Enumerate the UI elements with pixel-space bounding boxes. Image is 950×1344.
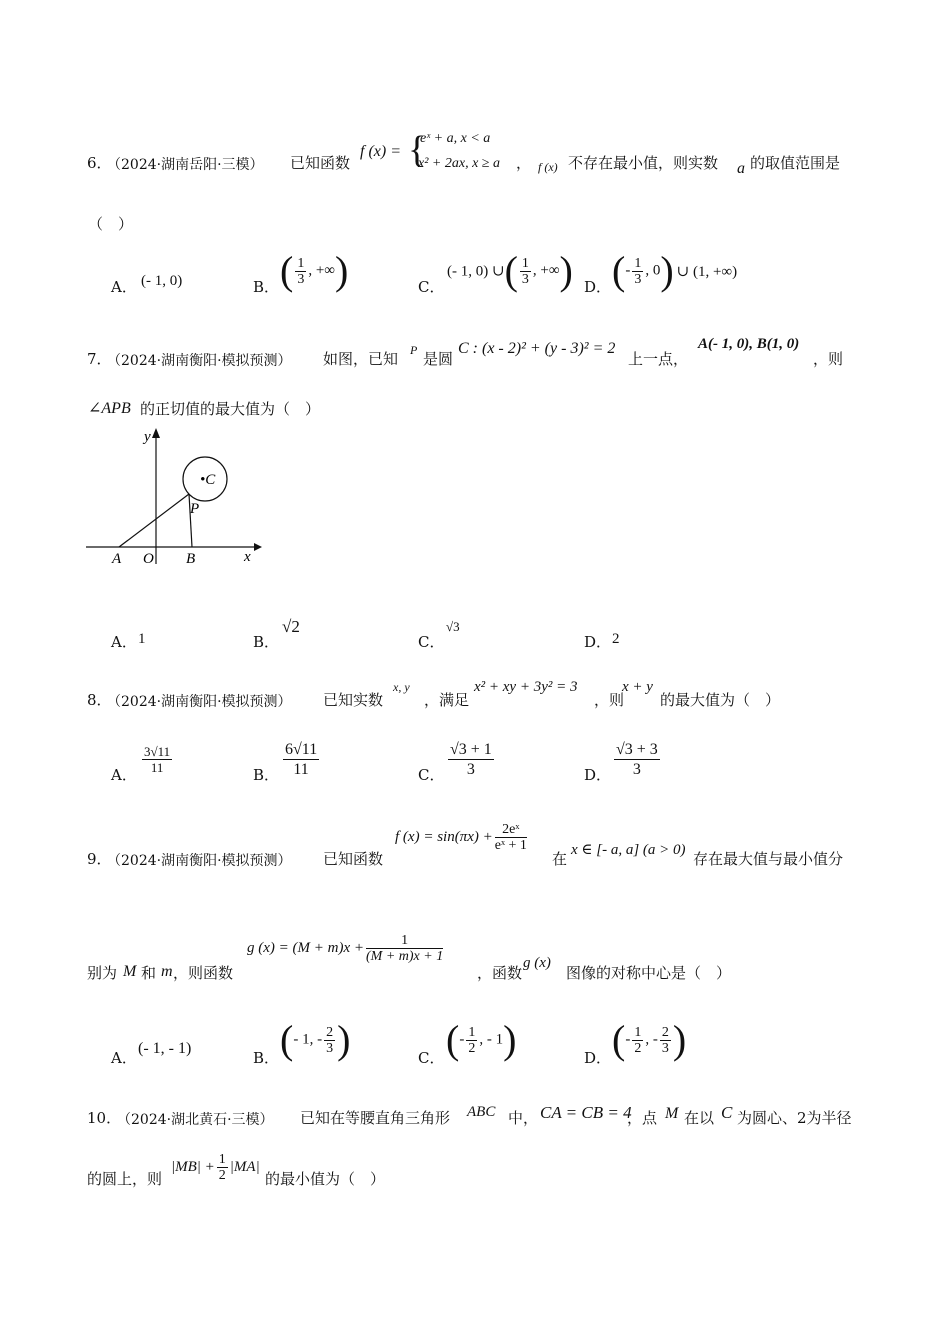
q9-option-d-lparen: ( [612, 1017, 626, 1062]
q10-expr-fraction [217, 1152, 228, 1183]
q10-number: 10． [87, 1109, 122, 1127]
q9-g2: g (x) [523, 955, 551, 971]
q9-g-num: 1 [366, 933, 443, 949]
q9-option-b-label: B． [253, 1049, 280, 1067]
q8-option-d-num: √3 + 3 [616, 741, 658, 758]
q9-option-d-fraction-2 [660, 1025, 671, 1056]
q10-text-e: 为圆心、2为半径 [737, 1109, 852, 1127]
q9-domain: x ∈ [- a, a] (a > 0) [571, 842, 686, 858]
q7-text-d: ，则 [813, 350, 844, 368]
q9-option-c-den: 2 [468, 1040, 476, 1056]
q7-label-a: A [112, 551, 122, 567]
q7-text-e: 的正切值的最大值为（ ） [140, 400, 321, 418]
q8-option-b-num: 6√11 [285, 741, 318, 758]
q6-option-b-tail: , +∞ [308, 262, 335, 279]
q7-text-c: 上一点， [628, 350, 689, 368]
q9-option-d-num: 1 [634, 1024, 642, 1040]
q10-text-f: 的圆上，则 [87, 1170, 163, 1188]
q9-text-c: 存在最大值与最小值分 [693, 850, 844, 868]
q8-text-d: 的最大值为（ ） [660, 691, 781, 709]
q6-fx2: f (x) [538, 160, 558, 174]
q9-option-d-mid: , - [645, 1031, 658, 1048]
q6-option-b-lparen: ( [280, 248, 294, 293]
q10-text-d: 在以 [684, 1109, 715, 1127]
q8-expr: x + y [622, 679, 653, 695]
q6-option-b-den: 3 [297, 271, 305, 287]
q8-option-d-label: D． [584, 766, 612, 784]
q9-option-d-den: 2 [634, 1040, 642, 1056]
q7-label-b: B [186, 551, 196, 567]
q10-expr-den: 2 [218, 1168, 226, 1183]
q8-option-c-fraction [448, 740, 494, 779]
q6-option-a-label: A． [111, 278, 137, 296]
q9-option-c-fraction [466, 1025, 477, 1056]
q9-g-fraction [366, 933, 443, 964]
q6-option-d-tail: , 0 [645, 262, 661, 279]
q9-var-m: m [161, 963, 173, 980]
q6-option-c-label: C． [418, 278, 445, 296]
q6-option-d-den: 3 [634, 271, 642, 287]
q7-y-arrow [152, 428, 160, 438]
q10-text-g: 的最小值为（ ） [265, 1170, 386, 1188]
q8-option-b-den: 11 [293, 761, 309, 778]
q7-label-o: O [143, 551, 154, 567]
q6-text-a: 已知函数 [290, 154, 351, 172]
q7-points: A(- 1, 0), B(1, 0) [698, 336, 800, 352]
q6-bracket: （ ） [88, 215, 134, 233]
q9-text-f: ，则函数 [173, 964, 234, 982]
q10-expr-head: |MB| + [171, 1159, 215, 1175]
q9-option-d-den2: 3 [661, 1040, 669, 1056]
q9-option-d-fraction-1 [632, 1025, 643, 1056]
q9-g-head: g (x) = (M + m)x + [247, 940, 364, 956]
q10-text-c: ，点 [627, 1109, 658, 1127]
q6-comma: ， [516, 154, 532, 172]
q8-text-b: ，满足 [424, 691, 470, 709]
q10-text-b: 中， [508, 1109, 539, 1127]
q6-option-a: (- 1, 0) [141, 273, 183, 289]
q8-option-a-label: A． [111, 766, 137, 784]
q10-expr [171, 1152, 260, 1183]
q8-option-d-den: 3 [632, 761, 641, 778]
q9-text-h: 图像的对称中心是（ ） [566, 964, 732, 982]
q6-option-c-num: 1 [521, 255, 529, 271]
q10-expr-tail: |MA| [229, 1159, 260, 1175]
q8-option-a [140, 744, 174, 775]
q9-option-a-label: A． [111, 1049, 137, 1067]
q9-option-d-minus: - [625, 1031, 631, 1048]
q9-option-b-fraction [324, 1025, 335, 1056]
q9-option-c-num: 1 [468, 1024, 476, 1040]
q9-text-b: 在 [552, 850, 568, 868]
q10-text-a: 已知在等腰直角三角形 [300, 1109, 451, 1127]
q9-option-d-label: D． [584, 1049, 612, 1067]
q8-option-b-label: B． [253, 766, 280, 784]
q6-option-d-fraction [632, 256, 643, 287]
q6-option-c [447, 248, 573, 293]
q6-text-c: 的取值范围是 [750, 154, 841, 172]
q7-source: （2024·湖南衡阳·模拟预测） [107, 353, 292, 369]
q6-option-c-head: (- 1, 0) ∪ [447, 263, 505, 280]
q8-source: （2024·湖南衡阳·模拟预测） [107, 694, 292, 710]
q8-option-b-fraction [283, 740, 319, 779]
q7-segment-pa [119, 494, 189, 547]
q7-text-b: 是圆 [423, 350, 454, 368]
q6-number: 6． [87, 154, 112, 172]
q9-option-d [612, 1017, 687, 1062]
q8-vars: x, y [393, 680, 410, 694]
q9-text-d: 别为 [87, 964, 118, 982]
q7-option-a-label: A． [111, 633, 137, 651]
q6-option-c-fraction [520, 256, 531, 287]
q10-expr-num: 1 [218, 1152, 226, 1167]
q7-option-d: 2 [612, 631, 620, 647]
q9-option-a: (- 1, - 1) [138, 1040, 192, 1057]
q8-option-d-fraction [614, 740, 660, 779]
q9-f-den: eˣ + 1 [494, 838, 527, 853]
q6-option-b-num: 1 [297, 255, 305, 271]
q6-option-d-label: D． [584, 278, 612, 296]
q7-figure [86, 424, 266, 570]
q6-source: （2024·湖南岳阳·三模） [107, 157, 264, 173]
q9-option-d-rparen: ) [672, 1017, 687, 1062]
q7-label-y: y [144, 429, 151, 445]
q8-text-c: ，则 [594, 691, 625, 709]
q9-option-b-lparen: ( [280, 1017, 294, 1062]
q9-f-num: 2eˣ [495, 822, 527, 838]
q6-option-d-lparen: ( [612, 248, 626, 293]
q6-brace: { [408, 129, 427, 171]
q10-tri: ABC [467, 1104, 496, 1120]
q9-option-b [280, 1017, 351, 1062]
q9-option-b-rparen: ) [337, 1017, 351, 1062]
q9-option-c [446, 1017, 517, 1062]
q8-option-d [612, 740, 662, 779]
q7-option-c: √3 [446, 619, 460, 634]
q9-option-b-head: - 1, - [293, 1031, 323, 1048]
q9-function-f [395, 822, 529, 853]
q6-option-d-num: 1 [634, 255, 642, 271]
q9-option-b-num: 2 [326, 1024, 334, 1040]
q9-f-fraction [495, 822, 527, 853]
q9-text-a: 已知函数 [323, 850, 384, 868]
q9-function-g [247, 933, 445, 964]
q6-case1: eˣ + a, x < a [420, 131, 491, 146]
q9-option-d-num2: 2 [661, 1024, 669, 1040]
q6-option-d [612, 248, 738, 293]
q8-number: 8． [87, 691, 112, 709]
q7-option-a: 1 [138, 631, 146, 647]
q6-option-b-rparen: ) [334, 248, 349, 293]
q7-option-b: √2 [282, 617, 300, 636]
q8-option-c-num: √3 + 1 [450, 741, 492, 758]
q6-case2: x² + 2ax, x ≥ a [418, 156, 500, 171]
q7-circle-eq: C : (x - 2)² + (y - 3)² = 2 [458, 340, 616, 357]
q7-label-x: x [244, 549, 251, 565]
q6-option-d-rparen: ) [660, 248, 674, 293]
q10-var-C: C [721, 1103, 733, 1122]
q8-option-c-label: C． [418, 766, 445, 784]
q7-option-b-label: B． [253, 633, 280, 651]
q7-number: 7． [87, 350, 112, 368]
q8-eq: x² + xy + 3y² = 3 [474, 679, 578, 695]
q6-var-a: a [737, 160, 745, 177]
q6-option-d-minus: - [625, 262, 631, 279]
q9-option-c-tail: , - 1 [479, 1031, 504, 1048]
q6-option-c-rparen: ) [559, 248, 573, 293]
q6-text-b: 不存在最小值，则实数 [568, 154, 719, 172]
q8-text-a: 已知实数 [323, 691, 384, 709]
q6-option-b-label: B． [253, 278, 280, 296]
q7-angle: ∠APB [88, 400, 131, 417]
q8-option-a-num: 3√11 [144, 744, 171, 759]
q9-source: （2024·湖南衡阳·模拟预测） [107, 853, 292, 869]
q9-text-e: 和 [141, 964, 157, 982]
q9-option-c-lparen: ( [446, 1017, 460, 1062]
q6-option-c-tail: , +∞ [532, 262, 560, 279]
q7-option-d-label: D． [584, 633, 612, 651]
q9-g-den: (M + m)x + 1 [366, 949, 444, 964]
q7-var-p: P [410, 343, 418, 357]
q6-option-d-union: ∪ (1, +∞) [676, 263, 738, 280]
q9-f-head: f (x) = sin(πx) + [395, 829, 493, 845]
q6-option-b-fraction [295, 256, 306, 287]
q7-label-c: •C [200, 472, 216, 488]
q10-eq: CA = CB = 4 [540, 1103, 632, 1122]
q9-option-c-minus: - [459, 1031, 465, 1048]
q8-option-c-den: 3 [466, 761, 475, 778]
q8-option-c [446, 740, 496, 779]
q7-label-p: P [190, 501, 200, 517]
q9-option-b-den: 3 [326, 1040, 334, 1056]
q8-option-a-fraction [142, 744, 172, 775]
q9-text-g: ，函数 [477, 964, 523, 982]
q6-option-b [280, 248, 349, 293]
q10-source: （2024·湖北黄石·三模） [117, 1112, 274, 1128]
q7-option-c-label: C． [418, 633, 445, 651]
q9-var-M: M [123, 963, 137, 980]
q7-x-arrow [254, 543, 262, 551]
q8-option-b [281, 740, 321, 779]
q10-var-M: M [665, 1105, 679, 1122]
q9-option-c-rparen: ) [503, 1017, 517, 1062]
q9-number: 9． [87, 850, 112, 868]
q7-text-a: 如图，已知 [323, 350, 399, 368]
q6-fx: f (x) = [360, 143, 401, 160]
q6-option-c-lparen: ( [504, 248, 518, 293]
q6-option-c-den: 3 [521, 271, 529, 287]
q9-option-c-label: C． [418, 1049, 445, 1067]
q8-option-a-den: 11 [150, 760, 164, 775]
